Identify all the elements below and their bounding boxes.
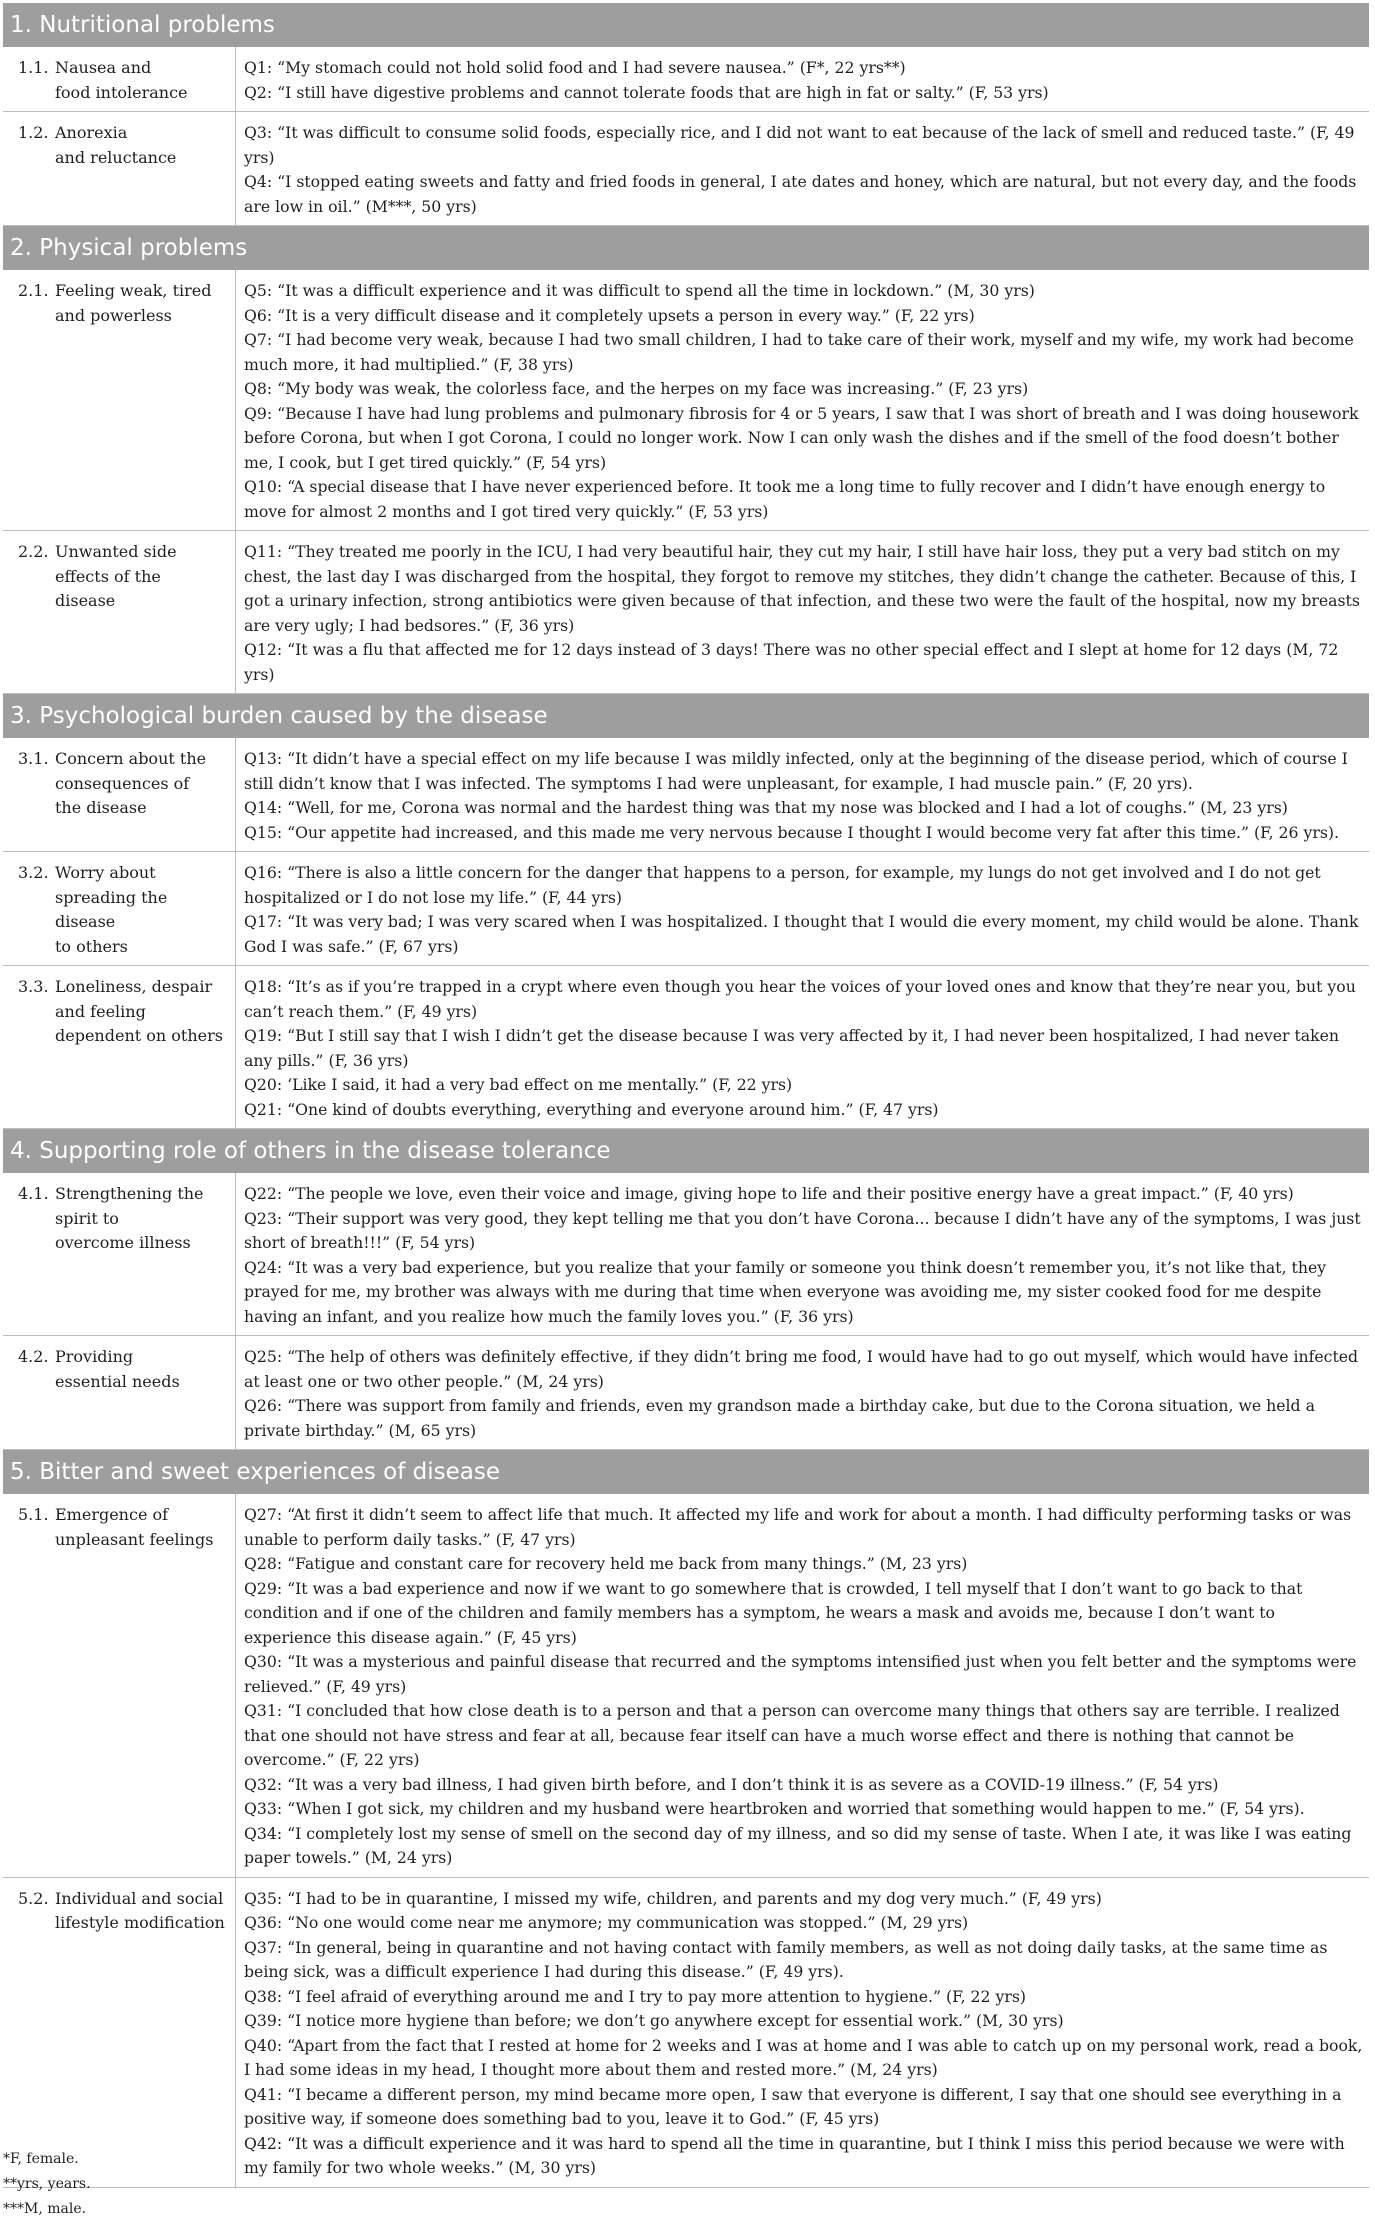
subtheme-title: Providing essential needs <box>55 1347 180 1391</box>
quote-text: Q6: “It is a very difficult disease and it completely upsets a person in every way.” (F, 22 yrs) <box>244 305 975 325</box>
subtheme-label <box>3 47 235 111</box>
quote-text: Q40: “Apart from the fact that I rested at home for 2 weeks and I was at home and I was able to catch up on my personal work, read a book, I had some ideas in my head, I thought more about them and rested more.” (M, 24 yrs) <box>244 2035 1363 2079</box>
quote-text: Q37: “In general, being in quarantine and not having contact with family members, as well as not doing daily tasks, at the same time as being sick, was a difficult experience I had during this disease.” (F, 49 yrs). <box>244 1937 1328 1981</box>
footnote: **yrs, years. <box>3 2176 91 2192</box>
quote-text: Q14: “Well, for me, Corona was normal and the hardest thing was that my nose was blocked and I had a lot of coughs.” (M, 23 yrs) <box>244 798 1288 817</box>
subtheme-title: Nausea and food intolerance <box>55 58 188 102</box>
quote-text: Q3: “It was difficult to consume solid foods, especially rice, and I did not want to eat because of the lack of smell and reduced taste.” (F, 49 yrs) <box>244 123 1355 167</box>
subtheme-row <box>3 270 1369 531</box>
section-header: 2. Physical problems <box>3 226 1369 270</box>
subtheme-title: Strengthening the spirit to overcome illness <box>55 1184 204 1252</box>
subtheme-label <box>3 852 235 965</box>
section-header: 4. Supporting role of others in the disease tolerance <box>3 1129 1369 1173</box>
quote-text: Q30: “It was a mysterious and painful disease that recurred and the symptoms intensified just when you felt better and the symptoms were relieved.” (F, 49 yrs) <box>244 1652 1357 1696</box>
subtheme-row <box>3 47 1369 112</box>
subtheme-label <box>3 1494 235 1877</box>
subtheme-label <box>3 531 235 693</box>
quote-text: Q21: “One kind of doubts everything, everything and everyone around him.” (F, 47 yrs) <box>244 1099 939 1119</box>
quote-text: Q8: “My body was weak, the colorless face, and the herpes on my face was increasing.” (F, 23 yrs) <box>244 379 1029 398</box>
quote-text: Q26: “There was support from family and friends, even my grandson made a birthday cake, but due to the Corona situation, we held a private birthday.” (M, 65 yrs) <box>244 1396 1315 1440</box>
subtheme-title: Concern about the consequences of the disease <box>55 749 207 817</box>
quote-text: Q23: “Their support was very good, they kept telling me that you don’t have Corona... because I didn’t have any of the symptoms, I was just short of breath!!!” (F, 54 yrs) <box>244 1208 1361 1252</box>
quote-text: Q12: “It was a flu that affected me for 12 days instead of 3 days! There was no other special effect and I slept at home for 12 days (M, 72 yrs) <box>244 640 1339 684</box>
subtheme-label <box>3 270 235 530</box>
subtheme-row <box>3 531 1369 694</box>
quote-text: Q35: “I had to be in quarantine, I missed my wife, children, and parents and my dog very much.” (F, 49 yrs) <box>244 1888 1102 1908</box>
quote-text: Q22: “The people we love, even their voice and image, giving hope to life and their positive energy have a great impact.” (F, 40 yrs) <box>244 1184 1294 1203</box>
subtheme-title: Anorexia and reluctance <box>55 123 177 167</box>
quotes-cell <box>235 738 1369 851</box>
subtheme-row <box>3 738 1369 852</box>
quote-text: Q20: ‘Like I said, it had a very bad effect on me mentally.” (F, 22 yrs) <box>244 1075 793 1094</box>
subtheme-title: Feeling weak, tired and powerless <box>55 281 212 325</box>
quote-text: Q16: “There is also a little concern for the danger that happens to a person, for example, my lungs do not get involved and I do not get hospitalized or I do not lose my life.” (F, 44 yrs) <box>244 863 1321 907</box>
subtheme-label <box>3 738 235 851</box>
quotes-cell <box>235 1494 1369 1877</box>
quote-text: Q7: “I had become very weak, because I had two small children, I had to take care of their work, myself and my wife, my work had become much more, it had multiplied.” (F, 38 yrs) <box>244 330 1354 374</box>
subtheme-title: Unwanted side effects of the disease <box>55 542 177 610</box>
subtheme-label <box>3 1878 235 2187</box>
subtheme-number: 3.3. <box>18 977 49 996</box>
quote-text: Q34: “I completely lost my sense of smell on the second day of my illness, and so did my sense of taste. When I ate, it was like I was eating paper towels.” (M, 24 yrs) <box>244 1823 1352 1867</box>
quote-text: Q38: “I feel afraid of everything around me and I try to pay more attention to hygiene.” (F, 22 yrs) <box>244 1986 1027 2006</box>
section-header: 3. Psychological burden caused by the disease <box>3 694 1369 738</box>
quote-text: Q18: “It’s as if you’re trapped in a crypt where even though you hear the voices of your loved ones and know that they’re near you, but you can’t reach them.” (F, 49 yrs) <box>244 977 1356 1021</box>
subtheme-number: 2.1. <box>18 281 49 300</box>
themes-table <box>3 3 1369 2188</box>
quotes-cell <box>235 1336 1369 1449</box>
quote-text: Q19: “But I still say that I wish I didn’t get the disease because I was very affected by it, I had never been hospitalized, I had never taken any pills.” (F, 36 yrs) <box>244 1026 1340 1070</box>
footnote: *F, female. <box>3 2151 79 2167</box>
quotes-cell <box>235 852 1369 965</box>
quotes-cell <box>235 112 1369 225</box>
subtheme-label <box>3 966 235 1128</box>
quote-text: Q24: “It was a very bad experience, but you realize that your family or someone you think doesn’t remember you, it’s not like that, they prayed for me, my brother was always with me during that time when everyone was avoiding me, my sister cooked food for me despite having an infant, and you realize how much the family loves you.” (F, 36 yrs) <box>244 1257 1327 1326</box>
quote-text: Q10: “A special disease that I have never experienced before. It took me a long time to fully recover and I didn’t have enough energy to move for almost 2 months and I got tired very quickly.” (F, 53 yrs) <box>244 477 1326 521</box>
subtheme-label <box>3 1336 235 1449</box>
quote-text: Q31: “I concluded that how close death is to a person and that a person can overcome many things that others say are terrible. I realized that one should not have stress and fear at all, because fear itself can have a much worse effect and there is nothing that cannot be overcome.” (F, 22 yrs) <box>244 1701 1340 1769</box>
subtheme-number: 4.1. <box>18 1184 49 1203</box>
footnote: ***M, male. <box>3 2201 87 2217</box>
subtheme-number: 2.2. <box>18 542 49 561</box>
subtheme-label <box>3 112 235 225</box>
subtheme-number: 5.2. <box>18 1888 49 1908</box>
subtheme-number: 3.2. <box>18 863 49 882</box>
quote-text: Q9: “Because I have had lung problems and pulmonary fibrosis for 4 or 5 years, I saw that I was short of breath and I was doing housework before Corona, but when I got Corona, I could no longer work. Now I can only wash the dishes and if the smell of the food doesn’t bother me, I cook, but I get tired quickly.” (F, 54 yrs) <box>244 403 1359 472</box>
quote-text: Q1: “My stomach could not hold solid food and I had severe nausea.” (F*, 22 yrs**) <box>244 58 906 77</box>
subtheme-title: Loneliness, despair and feeling dependent on others <box>55 977 223 1045</box>
quote-text: Q27: “At first it didn’t seem to affect life that much. It affected my life and work for about a month. I had difficulty performing tasks or was unable to perform daily tasks.” (F, 47 yrs) <box>244 1505 1352 1549</box>
quote-text: Q5: “It was a difficult experience and it was difficult to spend all the time in lockdown.” (M, 30 yrs) <box>244 281 1035 300</box>
quote-text: Q33: “When I got sick, my children and my husband were heartbroken and worried that something would happen to me.” (F, 54 yrs). <box>244 1799 1305 1818</box>
quote-text: Q4: “I stopped eating sweets and fatty and fried foods in general, I ate dates and honey, which are natural, but not every day, and the foods are low in oil.” (M***, 50 yrs) <box>244 172 1357 216</box>
quote-text: Q32: “It was a very bad illness, I had given birth before, and I don’t think it is as severe as a COVID-19 illness.” (F, 54 yrs) <box>244 1774 1219 1794</box>
subtheme-row <box>3 966 1369 1129</box>
section-header: 1. Nutritional problems <box>3 3 1369 47</box>
quotes-cell <box>235 1878 1369 2187</box>
subtheme-row <box>3 1494 1369 1878</box>
subtheme-row <box>3 112 1369 226</box>
subtheme-number: 4.2. <box>18 1347 49 1366</box>
quote-text: Q36: “No one would come near me anymore; my communication was stopped.” (M, 29 yrs) <box>244 1913 969 1932</box>
quotes-cell <box>235 966 1369 1128</box>
quotes-cell <box>235 47 1369 111</box>
quotes-cell <box>235 270 1369 530</box>
subtheme-title: Worry about spreading the disease to others <box>55 863 168 956</box>
subtheme-title: Individual and social lifestyle modification <box>55 1888 225 1932</box>
subtheme-row <box>3 1173 1369 1336</box>
quote-text: Q2: “I still have digestive problems and cannot tolerate foods that are high in fat or salty.” (F, 53 yrs) <box>244 82 1049 102</box>
quotes-cell <box>235 1173 1369 1335</box>
subtheme-row <box>3 1878 1369 2188</box>
quote-text: Q11: “They treated me poorly in the ICU, I had very beautiful hair, they cut my hair, I still have hair loss, they put a very bad stitch on my chest, the last day I was discharged from the hospital, they forgot to remove my stitches, they didn’t change the catheter. Because of this, I got a urinary infection, strong antibiotics were given because of that infection, and these two were the fault of the hospital, now my breasts are very ugly; I had bedsores.” (F, 36 yrs) <box>244 542 1360 635</box>
quote-text: Q42: “It was a difficult experience and it was hard to spend all the time in quarantine, but I think I miss this period because we were with my family for two whole weeks.” (M, 30 yrs) <box>244 2133 1345 2177</box>
subtheme-number: 3.1. <box>18 749 49 768</box>
quote-text: Q28: “Fatigue and constant care for recovery held me back from many things.” (M, 23 yrs) <box>244 1554 968 1573</box>
footnotes <box>3 2147 303 2222</box>
quotes-cell <box>235 531 1369 693</box>
section-header: 5. Bitter and sweet experiences of disease <box>3 1450 1369 1494</box>
subtheme-row <box>3 1336 1369 1450</box>
subtheme-label <box>3 1173 235 1335</box>
quote-text: Q15: “Our appetite had increased, and this made me very nervous because I thought I would become very fat after this time.” (F, 26 yrs). <box>244 822 1340 842</box>
quote-text: Q25: “The help of others was definitely effective, if they didn’t bring me food, I would have had to go out myself, which would have infected at least one or two other people.” (M, 24 yrs) <box>244 1347 1359 1391</box>
quote-text: Q39: “I notice more hygiene than before; we don’t go anywhere except for essential work.” (M, 30 yrs) <box>244 2011 1064 2030</box>
quote-text: Q13: “It didn’t have a special effect on my life because I was mildly infected, only at the beginning of the disease period, which of course I still didn’t know that I was infected. The symptoms I had were unpleasant, for example, I had muscle pain.” (F, 20 yrs). <box>244 749 1348 793</box>
subtheme-title: Emergence of unpleasant feelings <box>55 1505 214 1549</box>
subtheme-number: 1.1. <box>18 58 49 77</box>
quote-text: Q41: “I became a different person, my mind became more open, I saw that everyone is different, I say that one should see everything in a positive way, if someone does something bad to you, leave it to God.” (F, 45 yrs) <box>244 2084 1342 2128</box>
subtheme-number: 1.2. <box>18 123 49 142</box>
quote-text: Q29: “It was a bad experience and now if we want to go somewhere that is crowded, I tell myself that I don’t want to go back to that condition and if one of the children and family members has a symptom, he wears a mask and avoids me, because I don’t want to experience this disease again.” (F, 45 yrs) <box>244 1578 1303 1647</box>
subtheme-number: 5.1. <box>18 1505 49 1524</box>
subtheme-row <box>3 852 1369 966</box>
quote-text: Q17: “It was very bad; I was very scared when I was hospitalized. I thought that I would die every moment, my child would be alone. Thank God I was safe.” (F, 67 yrs) <box>244 912 1359 956</box>
